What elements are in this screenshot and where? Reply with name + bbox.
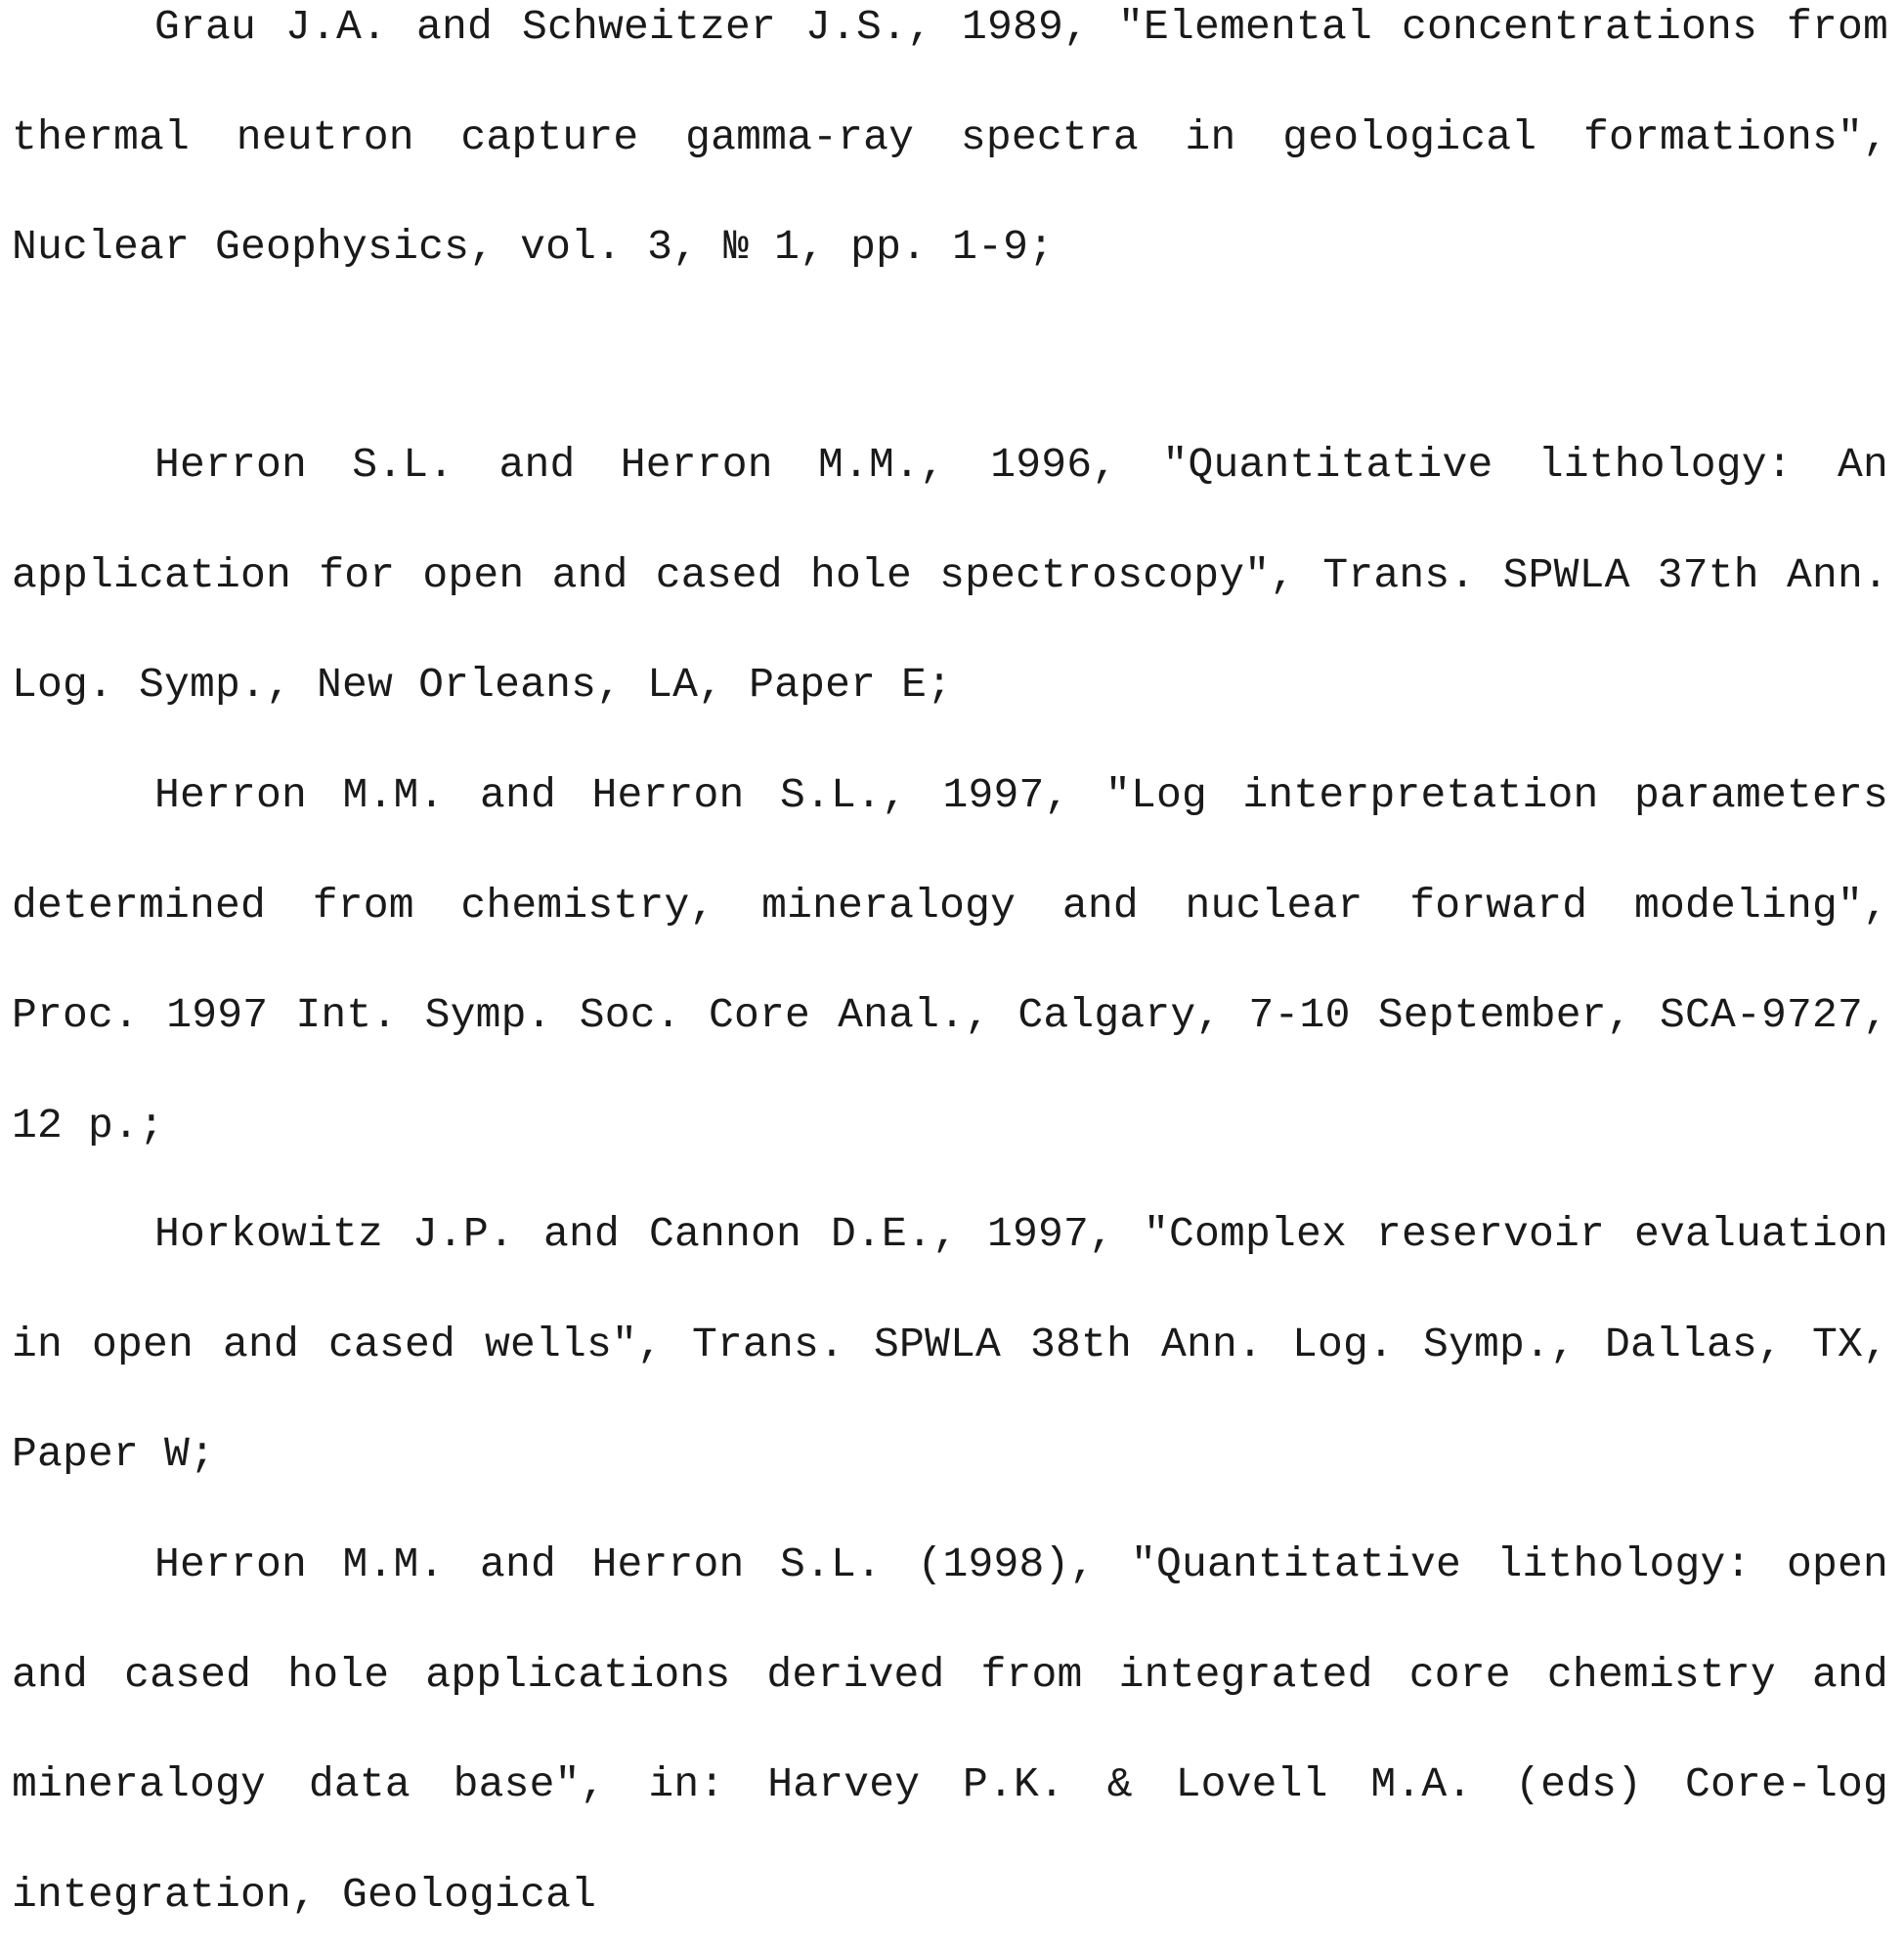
- reference-grau-schweitzer-1989: Grau J.A. and Schweitzer J.S., 1989, "Elemental concentrations from thermal neutron capture gamma-ray spectra in geological formations", Nuclear Geophysics, vol. 3, № 1, pp. 1-9;: [12, 0, 1888, 303]
- reference-herron-herron-1996: Herron S.L. and Herron M.M., 1996, "Quantitative lithology: An application for open and cased hole spectroscopy", Trans. SPWLA 37th Ann. Log. Symp., New Orleans, LA, Paper E;: [12, 411, 1888, 741]
- reference-herron-herron-1997: Herron M.M. and Herron S.L., 1997, "Log interpretation parameters determined from chemistry, mineralogy and nuclear forward modeling", Proc. 1997 Int. Symp. Soc. Core Anal., Calgary, 7-10 September, SCA-9727, 12 p.;: [12, 741, 1888, 1181]
- document-page: [0, 0, 1904, 1923]
- reference-horkowitz-cannon-1997: Horkowitz J.P. and Cannon D.E., 1997, "Complex reservoir evaluation in open and cased wells", Trans. SPWLA 38th Ann. Log. Symp., Dallas, TX, Paper W;: [12, 1180, 1888, 1510]
- reference-herron-herron-1998: Herron M.M. and Herron S.L. (1998), "Quantitative lithology: open and cased hole applications derived from integrated core chemistry and mineralogy data base", in: Harvey P.K. & Lovell M.A. (eds) Core-log integration, Geological: [12, 1510, 1888, 1950]
